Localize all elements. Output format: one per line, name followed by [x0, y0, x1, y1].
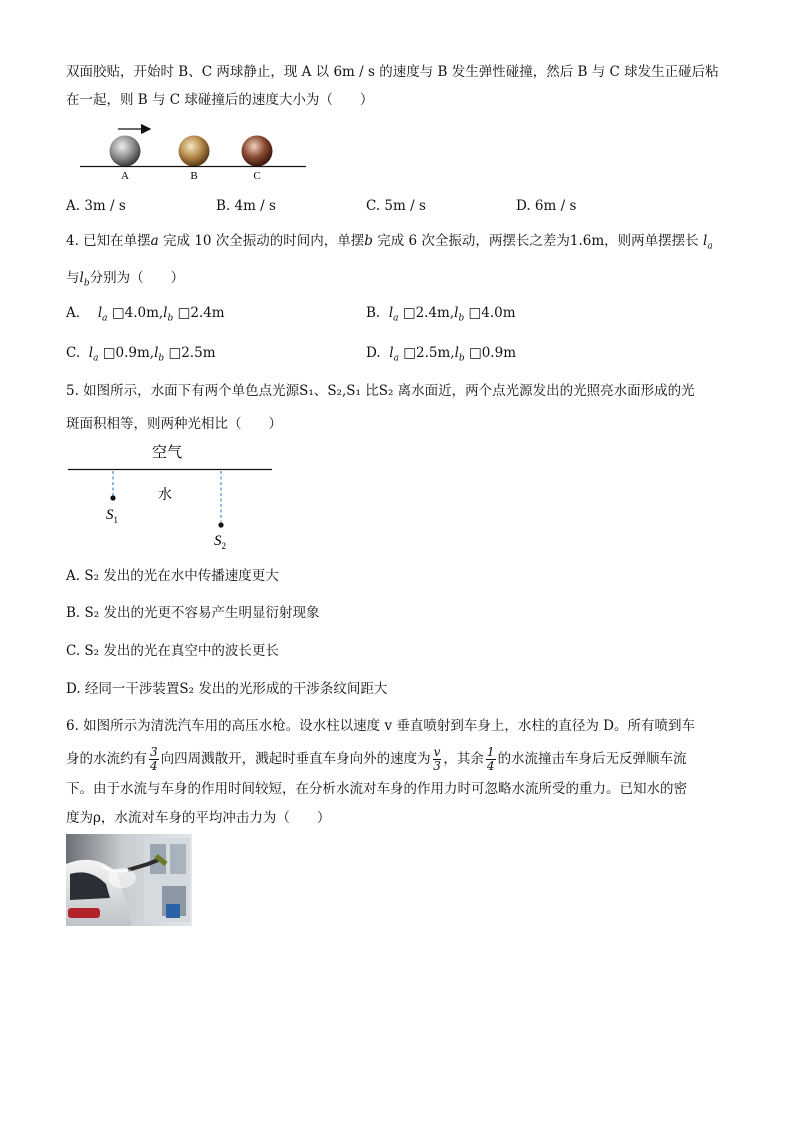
q3-option-a: A. 3m / s	[66, 198, 126, 214]
q4-pendulum-b: b	[364, 233, 373, 249]
q6-text-line2	[66, 744, 687, 774]
q4-option-a-label: A．	[66, 305, 90, 321]
q6-text-line4: 度为ρ，水流对车身的平均冲击力为（ ）	[66, 810, 331, 826]
q4-option-d-val1: 2.5m,	[416, 345, 455, 361]
q4-option-b-val1: 2.4m,	[415, 305, 455, 321]
car-wash-photo	[66, 834, 192, 926]
q6-line2-pre: 身的水流约有	[66, 751, 147, 767]
q4-line2-post: 分别为（ ）	[89, 270, 185, 286]
ball-b-label: B	[190, 170, 198, 182]
q4-la: l	[702, 233, 708, 249]
q4-option-a	[66, 303, 225, 329]
source-s2-dot	[218, 522, 223, 527]
frac3-num: 1	[486, 745, 495, 759]
q4-text-line2	[66, 268, 184, 294]
q4-option-a-box2: □	[177, 305, 191, 321]
s1-label: $S_1$	[106, 507, 118, 525]
q6-text-line1: 6. 如图所示为清洗汽车用的高压水枪。设水柱以速度 v 垂直喷射到车身上，水柱的直径为 D。所有喷到车	[66, 718, 695, 734]
frac1-num: 3	[150, 745, 158, 759]
q4-option-c-la-sub: a	[93, 353, 99, 364]
q4-option-b-val2: 4.0m	[481, 305, 516, 321]
q5-option-d: D. 经同一干涉装置S₂ 发出的光形成的干涉条纹间距大	[66, 681, 388, 697]
q3-text-line1: 双面胶贴，开始时 B、C 两球静止，现 A 以 6m / s 的速度与 B 发生弹性碰撞，然后 B 与 C 球发生正碰后粘	[66, 64, 719, 80]
q4-option-b-box2: □	[468, 305, 482, 321]
q4-option-d-lb-sub: b	[458, 353, 465, 364]
q4-option-c	[66, 343, 216, 369]
q4-option-c-label: C.	[66, 345, 81, 361]
q4-line2-pre: 与	[66, 270, 80, 286]
ball-c-label: C	[253, 170, 261, 182]
q4-line1-mid: 完成 10 次全振动的时间内，单摆	[158, 233, 365, 249]
q4-option-c-box2: □	[168, 345, 182, 361]
frac2-num: v	[433, 745, 441, 759]
q4-option-a-la: l	[97, 305, 103, 321]
q6-text-line3: 下。由于水流与车身的作用时间较短，在分析水流对车身的作用力时可忽略水流所受的重力。已知水的密	[66, 781, 687, 797]
source-s1-dot	[110, 495, 115, 500]
q4-option-b-la-sub: a	[393, 313, 399, 324]
q6-line2-mid: 向四周溅散开，溅起时垂直车身向外的速度为	[160, 751, 431, 767]
q4-option-c-lb: l	[154, 345, 159, 361]
q4-text-line1	[66, 231, 713, 257]
q3-option-d: D. 6m / s	[516, 198, 577, 214]
q5-option-a: A. S₂ 发出的光在水中传播速度更大	[66, 568, 279, 584]
q4-option-b-lb: l	[454, 305, 459, 321]
q4-option-a-la-sub: a	[102, 313, 108, 324]
q4-option-a-val2: 2.4m	[190, 305, 225, 321]
q4-line1-post: 完成 6 次全振动，两摆长之差为1.6m，则两单摆摆长	[372, 233, 699, 249]
q5-option-b: B. S₂ 发出的光更不容易产生明显衍射现象	[66, 605, 320, 621]
q4-la-sub: a	[707, 241, 713, 252]
q4-option-a-val1: 4.0m,	[124, 305, 164, 321]
q4-option-d-val2: 0.9m	[481, 345, 516, 361]
q4-option-b-label: B.	[366, 305, 381, 321]
q4-option-b-lb-sub: b	[458, 313, 465, 324]
q6-fraction-v-over-3	[433, 746, 442, 773]
q4-option-b-box1: □	[402, 305, 416, 321]
q4-option-d	[366, 343, 516, 369]
ball-a-label: A	[121, 170, 129, 182]
q4-option-b-la: l	[388, 305, 394, 321]
q4-option-c-val2: 2.5m	[181, 345, 216, 361]
q5-option-c: C. S₂ 发出的光在真空中的波长更长	[66, 643, 279, 659]
ball-c	[242, 136, 273, 167]
ball-b	[179, 136, 210, 167]
q4-option-c-la: l	[88, 345, 94, 361]
q4-option-a-lb-sub: b	[167, 313, 174, 324]
q4-option-c-val1: 0.9m,	[115, 345, 155, 361]
q4-option-c-lb-sub: b	[158, 353, 165, 364]
q6-fraction-one-quarter	[486, 746, 496, 773]
q5-light-sources-figure	[64, 440, 276, 552]
q4-option-b	[366, 303, 516, 329]
q4-lb: l	[79, 270, 84, 286]
water-label: 水	[158, 487, 172, 503]
q6-fraction-three-quarters	[149, 746, 159, 773]
frac3-den: 4	[486, 759, 495, 773]
frac2-den: 3	[433, 759, 441, 773]
q4-option-d-box2: □	[468, 345, 482, 361]
q5-text-line2: 斑面积相等，则两种光相比（ ）	[66, 416, 282, 432]
q4-option-a-box1: □	[111, 305, 125, 321]
q4-option-d-label: D.	[366, 345, 381, 361]
q3-option-c: C. 5m / s	[366, 198, 426, 214]
s2-label: $S_2$	[214, 533, 226, 551]
q6-line2-mid2: ，其余	[443, 751, 484, 767]
q3-balls-figure	[78, 118, 310, 182]
q4-option-d-lb: l	[454, 345, 459, 361]
q4-option-c-box1: □	[102, 345, 116, 361]
q4-option-a-lb: l	[163, 305, 168, 321]
q4-line1-pre: 4. 已知在单摆	[66, 233, 151, 249]
frac1-den: 4	[150, 759, 158, 773]
q4-pendulum-a: a	[150, 233, 159, 249]
q4-option-d-la: l	[389, 345, 394, 361]
q4-lb-sub: b	[83, 278, 90, 289]
ball-a	[110, 136, 141, 167]
q4-option-d-box1: □	[403, 345, 416, 361]
q3-option-b: B. 4m / s	[216, 198, 276, 214]
air-label: 空气	[151, 443, 183, 461]
q6-line2-post: 的水流撞击车身后无反弹顺车流	[497, 751, 687, 767]
q5-text-line1: 5. 如图所示，水面下有两个单色点光源S₁、S₂,S₁ 比S₂ 离水面近，两个点光源发出的光照亮水面形成的光	[66, 383, 695, 399]
q3-text-line2: 在一起，则 B 与 C 球碰撞后的速度大小为（ ）	[66, 92, 374, 108]
q4-option-d-la-sub: a	[393, 353, 399, 364]
